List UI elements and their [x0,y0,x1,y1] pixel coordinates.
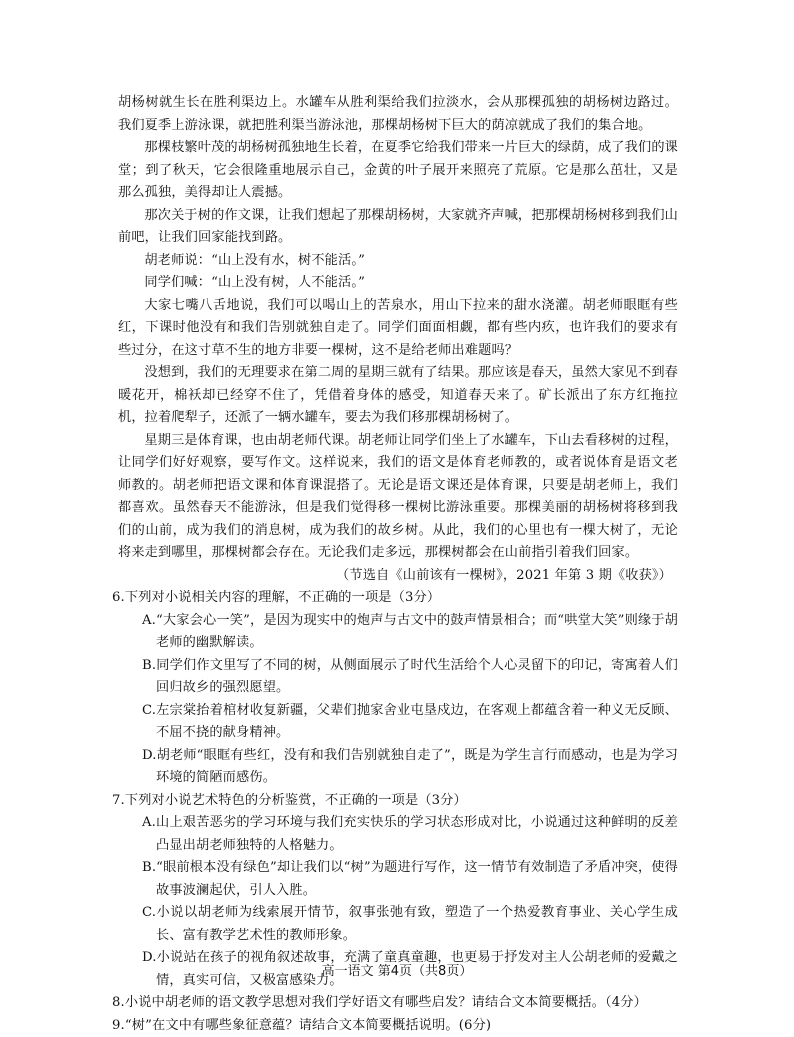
passage-paragraph: 没想到，我们的无理要求在第二周的星期三就有了结果。那应该是春天，虽然大家见不到春暖花开，棉袄却已经穿不住了，凭借着身体的感受，知道春天来了。矿长派出了东方红拖拉机，拉着爬犁子，还派了一辆水罐车，要去为我们移那棵胡杨树了。 [118,362,678,430]
question-7-option-d: D.小说站在孩子的视角叙述故事，充满了童真童趣，也更易于抒发对主人公胡老师的爱戴之情，真实可信，又极富感染力。 [112,947,678,992]
source-citation: （节选自《山前该有一棵树》，2021 年第 3 期《收获》） [118,565,678,588]
passage-paragraph: 星期三是体育课，也由胡老师代课。胡老师让同学们坐上了水罐车，下山去看移树的过程，让同学们好好观察，要写作文。这样说来，我们的语文是体育老师教的，或者说体育是语文老师教的。胡老师把语文课和体育课混搭了。无论是语文课还是体育课，只要是胡老师上，我们都喜欢。虽然春天不能游泳，但是我们觉得移一棵树比游泳重要。那棵美丽的胡杨树将移到我们的山前，成为我们的消息树，成为我们的故乡树。从此，我们的心里也有一棵大树了，无论将来走到哪里，那棵树都会存在。无论我们走多远，那棵树都会在山前指引着我们回家。 [118,430,678,565]
question-8: 8.小说中胡老师的语文教学思想对我们学好语文有哪些启发？请结合文本简要概括。（4分） [112,992,678,1015]
page-content [118,92,678,1037]
passage-dialogue: 同学们喊：“山上没有树，人不能活。” [118,272,678,295]
question-7-stem: 7.下列对小说艺术特色的分析鉴赏，不正确的一项是（3分） [112,790,678,813]
passage-paragraph: 那次关于树的作文课，让我们想起了那棵胡杨树，大家就齐声喊，把那棵胡杨树移到我们山前吧，让我们回家能找到路。 [118,205,678,250]
page-footer: 高一语文 第4页（共8页） [0,960,794,979]
passage-paragraph: 那棵枝繁叶茂的胡杨树孤独地生长着，在夏季它给我们带来一片巨大的绿荫，成了我们的课堂；到了秋天，它会很隆重地展示自己，金黄的叶子展开来照亮了荒原。它是那么茁壮，又是那么孤独，美得却让人震撼。 [118,137,678,205]
question-6-option-b: B.同学们作文里写了不同的树，从侧面展示了时代生活给个人心灵留下的印记，寄寓着人们回归故乡的强烈愿望。 [112,655,678,700]
passage-dialogue: 胡老师说：“山上没有水，树不能活。” [118,250,678,273]
question-6-option-c: C.左宗棠抬着棺材收复新疆，父辈们抛家舍业屯垦戍边，在客观上都蕴含着一种义无反顾、不屈不挠的献身精神。 [112,700,678,745]
question-7-option-b: B.“眼前根本没有绿色”却让我们以“树”为题进行写作，这一情节有效制造了矛盾冲突，使得故事波澜起伏，引人入胜。 [112,857,678,902]
question-6-option-a: A.“大家会心一笑”，是因为现实中的炮声与古文中的鼓声情景相合；而“哄堂大笑”则缘于胡老师的幽默解读。 [112,610,678,655]
passage-paragraph: 胡杨树就生长在胜利渠边上。水罐车从胜利渠给我们拉淡水，会从那棵孤独的胡杨树边路过。我们夏季上游泳课，就把胜利渠当游泳池，那棵胡杨树下巨大的荫凉就成了我们的集合地。 [118,92,678,137]
question-6-option-d: D.胡老师“眼眶有些红，没有和我们告别就独自走了”，既是为学生言行而感动，也是为学习环境的简陋而感伤。 [112,745,678,790]
question-7-option-a: A.山上艰苦恶劣的学习环境与我们充实快乐的学习状态形成对比，小说通过这种鲜明的反差凸显出胡老师独特的人格魅力。 [112,812,678,857]
question-7-option-c: C.小说以胡老师为线索展开情节，叙事张弛有致，塑造了一个热爱教育事业、关心学生成长、富有教学艺术性的教师形象。 [112,902,678,947]
question-9: 9.“树”在文中有哪些象征意蕴？请结合文本简要概括说明。(6分) [112,1015,678,1037]
passage-paragraph: 大家七嘴八舌地说，我们可以喝山上的苦泉水，用山下拉来的甜水浇灌。胡老师眼眶有些红，下课时他没有和我们告别就独自走了。同学们面面相觑，都有些内疚，也许我们的要求有些过分，在这寸草不生的地方非要一棵树，这不是给老师出难题吗？ [118,295,678,363]
question-6-stem: 6.下列对小说相关内容的理解，不正确的一项是（3分） [112,587,678,610]
